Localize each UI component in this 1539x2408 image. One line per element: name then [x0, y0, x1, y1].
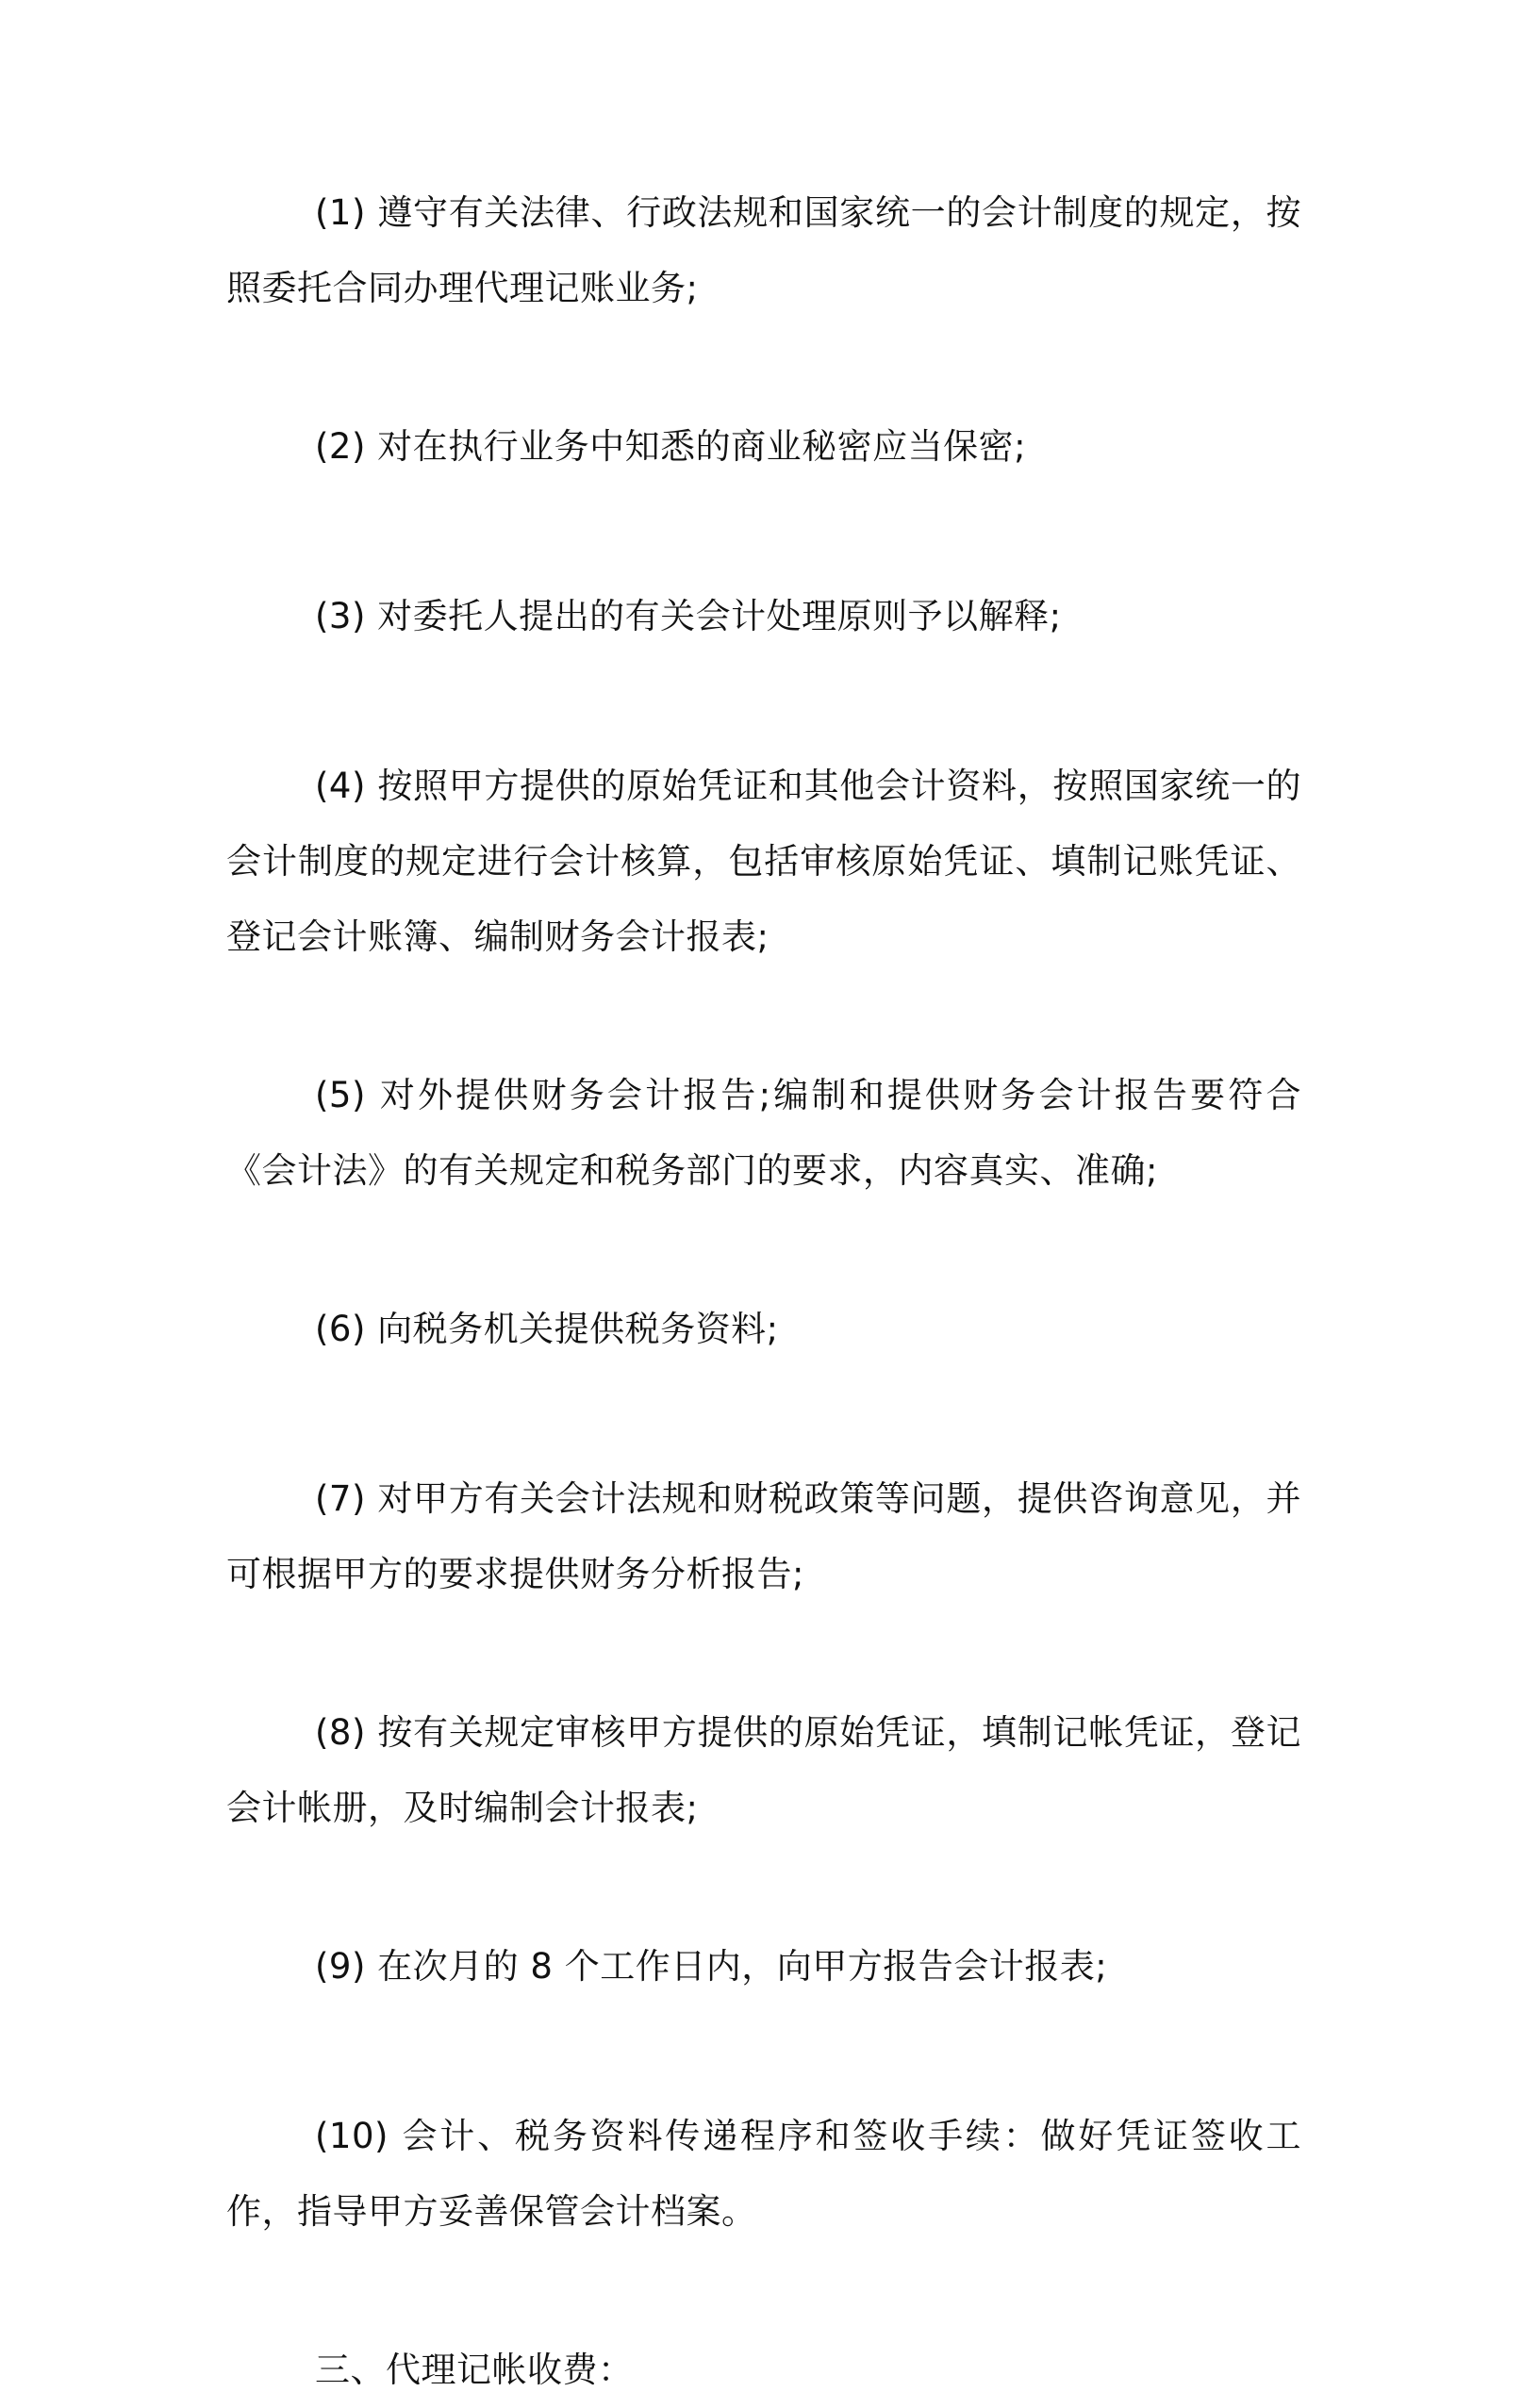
section-heading: 三、代理记帐收费：: [315, 2350, 634, 2390]
list-item: (8) 按有关规定审核甲方提供的原始凭证，填制记帐凭证，登记会计帐册，及时编制会计报表;: [226, 1712, 1301, 1828]
list-item: (9) 在次月的 8 个工作日内，向甲方报告会计报表;: [315, 1946, 1108, 1987]
list-item: (10) 会计、税务资料传递程序和签收手续：做好凭证签收工作，指导甲方妥善保管会计档案。: [226, 2116, 1301, 2232]
list-item: (6) 向税务机关提供税务资料;: [315, 1309, 779, 1349]
list-item: (5) 对外提供财务会计报告;编制和提供财务会计报告要符合《会计法》的有关规定和税务部门的要求，内容真实、准确;: [226, 1075, 1301, 1191]
list-item: (4) 按照甲方提供的原始凭证和其他会计资料，按照国家统一的会计制度的规定进行会计核算，包括审核原始凭证、填制记账凭证、登记会计账簿、编制财务会计报表;: [226, 766, 1301, 957]
list-item: (1) 遵守有关法律、行政法规和国家统一的会计制度的规定，按照委托合同办理代理记账业务;: [226, 192, 1301, 308]
document-body: [226, 175, 1301, 2408]
list-item: (2) 对在执行业务中知悉的商业秘密应当保密;: [315, 426, 1027, 467]
list-item: (7) 对甲方有关会计法规和财税政策等问题，提供咨询意见，并可根据甲方的要求提供财务分析报告;: [226, 1478, 1301, 1594]
list-item: (3) 对委托人提出的有关会计处理原则予以解释;: [315, 596, 1062, 636]
